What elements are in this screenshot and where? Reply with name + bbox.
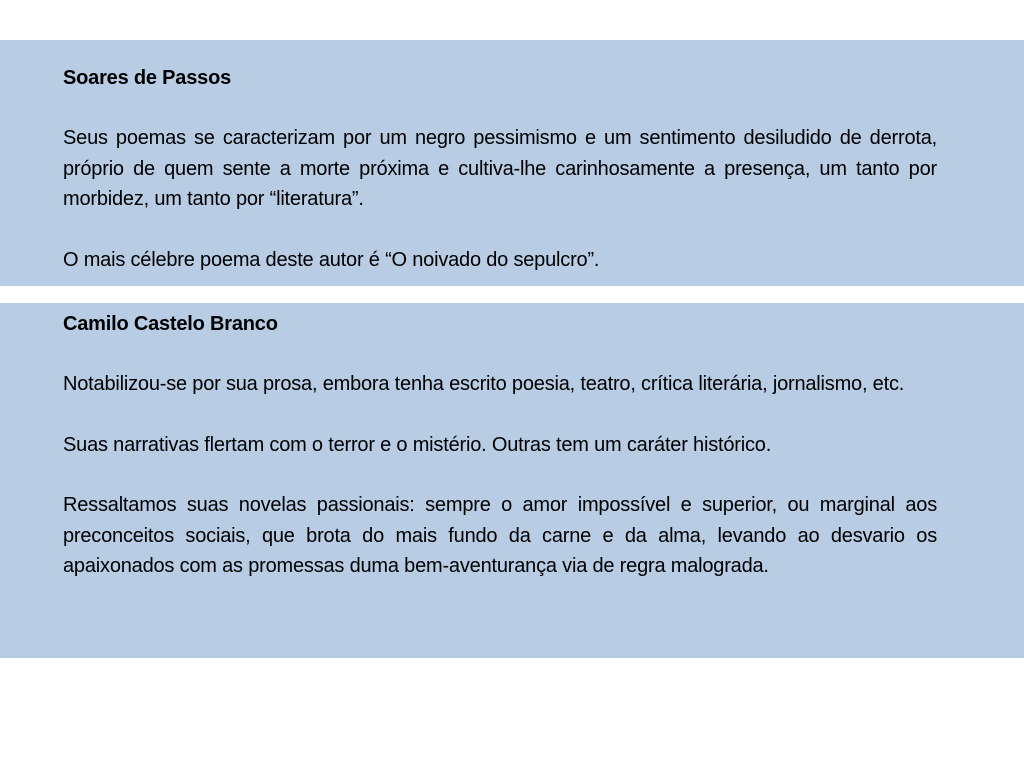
section-heading: Soares de Passos <box>63 67 232 89</box>
section-paragraph: O mais célebre poema deste autor é “O noivado do sepulcro”. <box>63 248 600 271</box>
section-paragraph: Suas narrativas flertam com o terror e o mistério. Outras tem um caráter histórico. <box>63 433 772 456</box>
section-camilo-castelo-branco <box>0 303 1024 658</box>
section-paragraph: Notabilizou-se por sua prosa, embora tenha escrito poesia, teatro, crítica literária, jornalismo, etc. <box>63 373 905 395</box>
section-heading: Camilo Castelo Branco <box>63 313 278 335</box>
section-paragraph: Ressaltamos suas novelas passionais: sempre o amor impossível e superior, ou marginal aos preconceitos sociais, que brota do mais fundo da carne e da alma, levando ao desvario os apaixonados com as promessas duma bem-aventurança via de regra malograda. <box>63 494 937 577</box>
section-soares-de-passos <box>0 40 1024 286</box>
section-paragraph: Seus poemas se caracterizam por um negro pessimismo e um sentimento desiludido de derrota, próprio de quem sente a morte próxima e cultiva-lhe carinhosamente a presença, um tanto por morbidez, um tanto por “literatura”. <box>63 127 937 210</box>
